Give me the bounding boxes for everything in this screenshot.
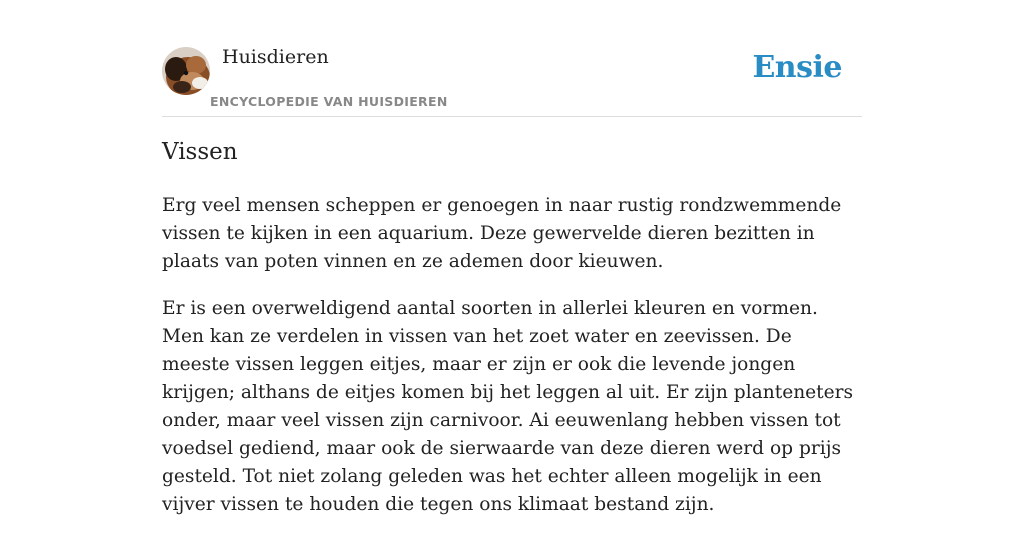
site-name[interactable]: Huisdieren: [222, 46, 329, 68]
article-paragraph: Er is een overweldigend aantal soorten in allerlei kleuren en vormen. Men kan ze verdelen in vissen van het zoet water en zeevissen. De meeste vissen leggen eitjes, maar er zijn er ook die levende jongen krijgen; althans de eitjes komen bij het leggen al uit. Er zijn planteneters onder, maar veel vissen zijn carnivoor. Ai eeuwenlang hebben vissen tot voedsel gediend, maar ook de sierwaarde van deze dieren werd op prijs gesteld. Tot niet zolang geleden was het echter alleen mogelijk in een vijver vissen te houden die tegen ons klimaat bestand zijn.: [162, 298, 854, 515]
article-paragraph: Erg veel mensen scheppen er genoegen in naar rustig rondzwemmende vissen te kijken in een aquarium. Deze gewervelde dieren bezitten in plaats van poten vinnen en ze ademen door kieuwen.: [162, 195, 842, 272]
page-container: [162, 0, 862, 515]
article-body: [162, 192, 862, 538]
header: [162, 0, 862, 117]
site-subtitle: ENCYCLOPEDIE VAN HUISDIEREN: [210, 94, 448, 109]
brand-logo-link[interactable]: Ensie: [752, 50, 842, 85]
article-title: Vissen: [162, 139, 238, 165]
dog-photo-avatar[interactable]: [162, 47, 210, 95]
